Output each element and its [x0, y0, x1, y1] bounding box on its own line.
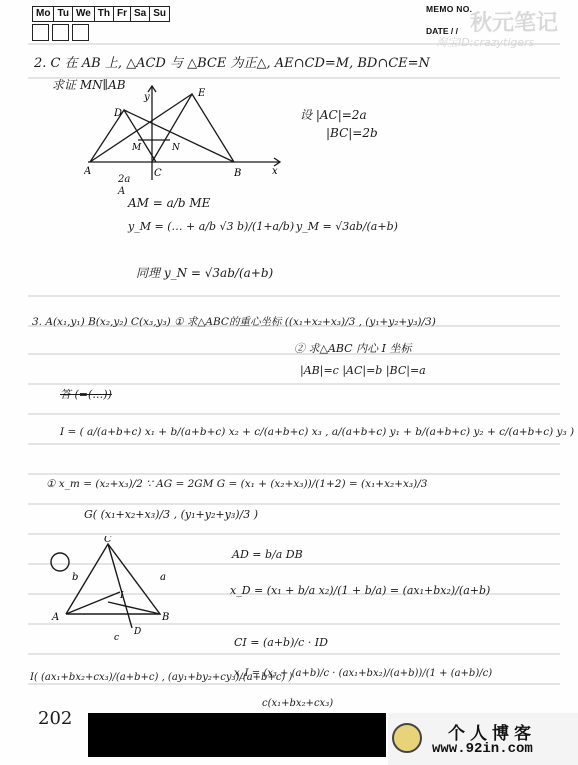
p3-problem-2: ② 求△ABC 内心 I 坐标: [294, 342, 412, 355]
tri-label-i: I: [120, 591, 124, 601]
p2-ratio: AM = a/b ME: [128, 196, 211, 210]
p3-final: I( (ax₁+bx₂+cx₃)/(a+b+c) , (ay₁+by₂+cy₃)/(a+b+c) ): [30, 672, 293, 683]
page-number: 202: [38, 708, 73, 729]
p3-xd: x_D = (x₁ + b/a x₂)/(1 + b/a) = (ax₁+bx₂)/(a+b): [230, 584, 491, 597]
redaction-bar: [88, 713, 386, 757]
p3-answer-label: 答 (=(…)): [60, 388, 112, 401]
blog-url: www.92in.com: [432, 741, 533, 757]
tri-label-vertex-a: A: [52, 612, 60, 623]
p2-setup-2: |BC|=2b: [326, 126, 378, 140]
watermark-sub: 淘宝ID:crazytigers: [436, 36, 535, 49]
p3-problem: 3. A(x₁,y₁) B(x₂,y₂) C(x₃,y₃) ① 求△ABC的重心坐标 ((x₁+x₂+x₃)/3 , (y₁+y₂+y₃)/3): [32, 316, 436, 328]
tri-label-b: b: [72, 572, 79, 583]
p3-ci: CI = (a+b)/c · ID: [234, 636, 328, 649]
p2-problem-2: 求证 MN∥AB: [52, 78, 126, 92]
p3-formula: I = ( a/(a+b+c) x₁ + b/(a+b+c) x₂ + c/(a+b+c) x₃ , a/(a+b+c) y₁ + b/(a+b+c) y₂ + c/(a+b+c) y₃ ): [60, 426, 575, 438]
p2-ym-2: y_M = √3ab/(a+b): [296, 220, 398, 233]
p3-xi: x_I = (x₃ + (a+b)/c · (ax₁+bx₂)/(a+b))/(1 + (a+b)/c): [234, 668, 493, 679]
p3-centroid-2: G( (x₁+x₂+x₃)/3 , (y₁+y₂+y₃)/3 ): [84, 508, 259, 521]
blog-watermark: [388, 713, 578, 765]
label-y: y: [144, 92, 150, 103]
memo-label: MEMO NO.: [426, 4, 473, 14]
equilateral-diagram: [84, 84, 284, 184]
label-b: B: [234, 168, 242, 179]
p3-sides: |AB|=c |AC|=b |BC|=a: [300, 364, 426, 377]
watermark-main: 秋元笔记: [470, 11, 559, 36]
day-su: Su: [149, 6, 170, 22]
tri-label-a: a: [160, 572, 166, 583]
day-fr: Fr: [113, 6, 131, 22]
p3-incenter-vec: AD = b/a DB: [232, 548, 303, 561]
weather-icons: [32, 24, 89, 41]
sun-icon: [32, 24, 49, 41]
day-mo: Mo: [32, 6, 54, 22]
p3-final-2: c(x₁+bx₂+cx₃): [262, 698, 334, 709]
p2-2a-label: 2a: [118, 174, 131, 185]
tri-label-side-c: c: [114, 633, 120, 643]
label-a: A: [84, 166, 92, 177]
label-n: N: [172, 143, 180, 153]
cloud-icon: [52, 24, 69, 41]
p2-a-label: A: [118, 186, 126, 197]
tri-label-vertex-b: B: [162, 612, 170, 623]
day-tu: Tu: [53, 6, 72, 22]
p2-ym: y_M = (… + a/b √3 b)/(1+a/b): [128, 220, 295, 233]
label-c: C: [154, 168, 162, 179]
rain-icon: [72, 24, 89, 41]
label-x: x: [272, 166, 278, 177]
day-sa: Sa: [130, 6, 150, 22]
p2-problem: 2. C 在 AB 上, △ACD 与 △BCE 为正△, AE∩CD=M, BD∩CE=N: [34, 56, 430, 71]
p3-centroid-1: ① x_m = (x₂+x₃)/2 ∵ AG = 2GM G = (x₁ + (x₂+x₃))/(1+2) = (x₁+x₂+x₃)/3: [46, 478, 428, 490]
p2-yn: 同理 y_N = √3ab/(a+b): [136, 266, 274, 280]
incenter-diagram: [48, 536, 188, 644]
p2-setup-1: 设 |AC|=2a: [300, 108, 367, 122]
avatar-icon: [392, 723, 422, 753]
label-m: M: [132, 143, 142, 153]
day-th: Th: [94, 6, 114, 22]
tri-label-c: C: [104, 536, 112, 545]
date-label: DATE / /: [426, 26, 458, 36]
label-d: D: [114, 108, 123, 119]
day-we: We: [72, 6, 95, 22]
weekday-boxes: [32, 6, 169, 22]
label-e: E: [198, 88, 206, 99]
blog-name: 个人博客: [448, 724, 536, 744]
tri-label-d: D: [134, 627, 142, 637]
